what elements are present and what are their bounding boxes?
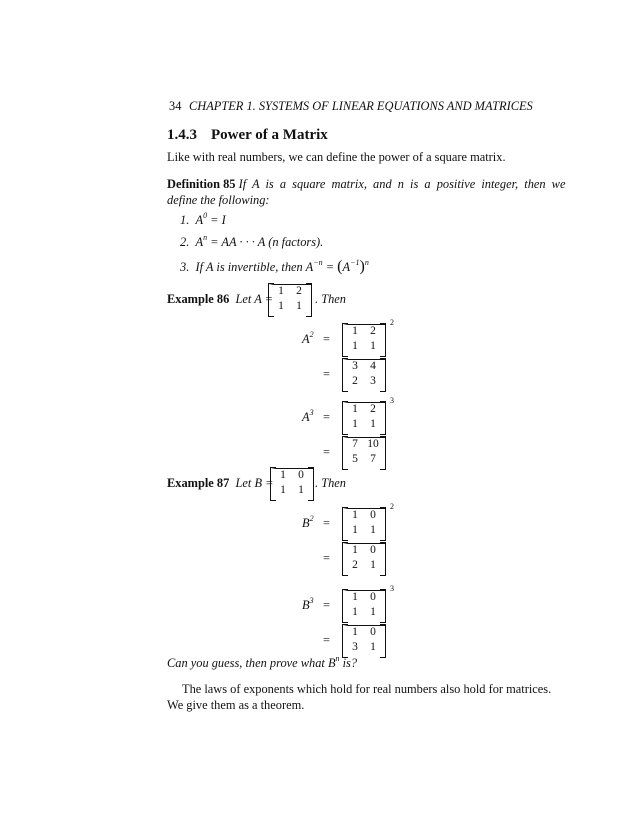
definition-85 [167,177,565,192]
matrix-entry: 2 [370,403,376,415]
matrix-entry: 5 [352,453,358,465]
exponent: 2 [309,514,314,523]
matrix-entry: 1 [370,559,376,571]
item-number: 1. [180,213,190,227]
matrix-entry: 1 [370,340,376,352]
example-let: Let A = [235,292,274,306]
example-then: . Then [315,292,346,306]
definition-item-1: 1. $A^0 = I$ [180,211,226,227]
question-end: is? [339,656,358,670]
matrix-result [342,359,386,391]
matrix-entry: 1 [352,418,358,430]
running-title: CHAPTER 1. SYSTEMS OF LINEAR EQUATIONS AND MATRICES [189,99,533,113]
matrix-entry: 1 [352,626,358,638]
matrix-entry: 1 [370,524,376,536]
matrix-entry: 3 [352,641,358,653]
equation-lhs: $A^3$ [302,408,314,424]
matrix-entry: 1 [370,641,376,653]
matrix-entry: 2 [370,325,376,337]
matrix-entry: 1 [370,606,376,618]
matrix-entry: 1 [352,509,358,521]
matrix-b [270,468,314,500]
section-number: 1.4.3 [167,127,197,143]
matrix-a [268,284,312,316]
matrix-entry: 1 [352,403,358,415]
intro-paragraph: Like with real numbers, we can define the power of a square matrix. [167,150,506,164]
matrix-entry: 1 [280,469,286,481]
matrix-exponent: 2 [390,318,394,327]
matrix-result [342,625,386,657]
matrix-entry: 0 [370,509,376,521]
definition-text-line2: define the following: [167,193,270,207]
matrix-entry: 3 [352,360,358,372]
equals-sign: = [323,367,330,381]
equals-sign: = [323,445,330,459]
matrix-entry: 4 [370,360,376,372]
matrix-exponent: 3 [390,396,394,405]
matrix-entry: 2 [296,285,302,297]
matrix-entry: 3 [370,375,376,387]
matrix-entry: 1 [370,418,376,430]
item-number: 2. [180,235,190,249]
matrix-entry: 1 [352,591,358,603]
matrix-power [342,396,394,434]
equals-sign: = [323,410,330,424]
matrix-entry: 0 [370,626,376,638]
matrix-exponent: 2 [390,502,394,511]
question-text: Can you guess, then prove what B [167,656,336,670]
exponent: 2 [309,330,314,339]
matrix-entry: 0 [370,591,376,603]
matrix-entry: 1 [352,544,358,556]
example-then: . Then [315,476,346,490]
equals-sign: = [323,633,330,647]
equals-sign: = [323,332,330,346]
item-number: 3. [180,260,190,274]
matrix-entry: 2 [352,375,358,387]
matrix-power [342,502,394,540]
closing-line-1: The laws of exponents which hold for real numbers also hold for matrices. [182,682,552,696]
exponent: 3 [309,408,314,417]
example-86 [167,292,273,307]
section-title: Power of a Matrix [211,127,328,143]
question-exponent: n [335,654,340,663]
question [167,656,357,671]
definition-item-2: 2. $A^n$ = AA · · · A (n factors). [180,233,324,249]
matrix-power [342,584,394,622]
matrix-entry: 0 [370,544,376,556]
matrix-entry: 1 [352,340,358,352]
matrix-entry: 1 [280,484,286,496]
equation-lhs: $A^2$ [302,330,314,346]
matrix-entry: 1 [352,524,358,536]
matrix-result [342,543,386,575]
example-label: Example 87 [167,476,230,490]
matrix-entry: 1 [296,300,302,312]
example-label: Example 86 [167,292,230,306]
equation-lhs: $B^3$ [302,596,314,612]
equation-lhs: $B^2$ [302,514,314,530]
matrix-exponent: 3 [390,584,394,593]
example-87 [167,476,273,491]
matrix-entry: 1 [278,285,284,297]
matrix-entry: 1 [352,606,358,618]
matrix-power [342,318,394,356]
definition-text-line1: If A is a square matrix, and n is a positive integer, then we [238,177,566,191]
matrix-result [342,437,386,469]
matrix-entry: 7 [370,453,376,465]
example-let: Let B = [235,476,274,490]
definition-item-3: 3. If A is invertible, then $A^{-n} = (A^{-1})^n$ [180,258,369,275]
page-number: 34 [169,99,182,113]
matrix-entry: 2 [352,559,358,571]
equals-sign: = [323,551,330,565]
matrix-entry: 1 [278,300,284,312]
exponent: 3 [309,596,314,605]
equals-sign: = [323,516,330,530]
matrix-entry: 10 [367,438,379,450]
matrix-entry: 0 [298,469,304,481]
equals-sign: = [323,598,330,612]
closing-line-2: We give them as a theorem. [167,698,305,712]
matrix-entry: 7 [352,438,358,450]
matrix-entry: 1 [352,325,358,337]
matrix-entry: 1 [298,484,304,496]
definition-label: Definition 85 [167,177,236,191]
